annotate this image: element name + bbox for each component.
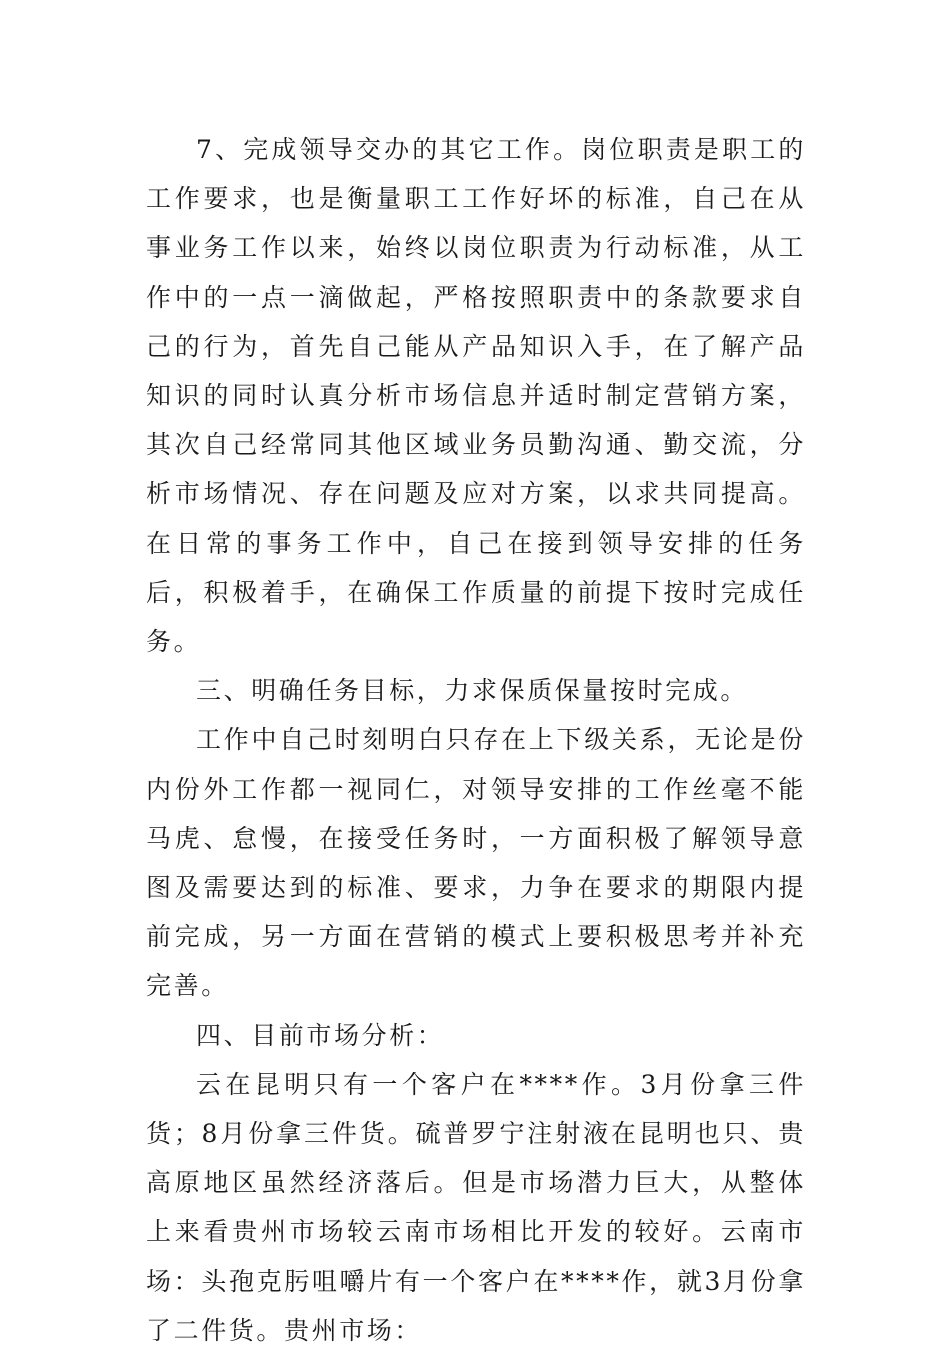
paragraph-market-analysis: 云在昆明只有一个客户在****作。3月份拿三件货；8月份拿三件货。硫普罗宁注射液在昆明也只、贵高原地区虽然经济落后。但是市场潜力巨大，从整体上来看贵州市场较云南市场相比开发的较好。云南市场：头孢克肟咀嚼片有一个客户在****作，就3月份拿了二件货。贵州市场：: [146, 1069, 806, 1345]
paragraph-item-7: 7、完成领导交办的其它工作。岗位职责是职工的工作要求，也是衡量职工工作好坏的标准，自己在从事业务工作以来，始终以岗位职责为行动标准，从工作中的一点一滴做起，严格按照职责中的条款要求自己的行为，首先自己能从产品知识入手，在了解产品知识的同时认真分析市场信息并适时制定营销方案，其次自己经常同其他区域业务员勤沟通、勤交流，分析市场情况、存在问题及应对方案，以求共同提高。在日常的事务工作中，自己在接到领导安排的任务后，积极着手，在确保工作质量的前提下按时完成任务。: [146, 135, 806, 657]
section-heading-3: 三、明确任务目标，力求保质保量按时完成。: [196, 676, 749, 706]
document-body: [146, 125, 806, 1355]
section-heading-4: 四、目前市场分析：: [196, 1020, 445, 1050]
paragraph-work-attitude: 工作中自己时刻明白只存在上下级关系，无论是份内份外工作都一视同仁，对领导安排的工作丝毫不能马虎、怠慢，在接受任务时，一方面积极了解领导意图及需要达到的标准、要求，力争在要求的期限内提前完成，另一方面在营销的模式上要积极思考并补充完善。: [146, 725, 806, 1001]
